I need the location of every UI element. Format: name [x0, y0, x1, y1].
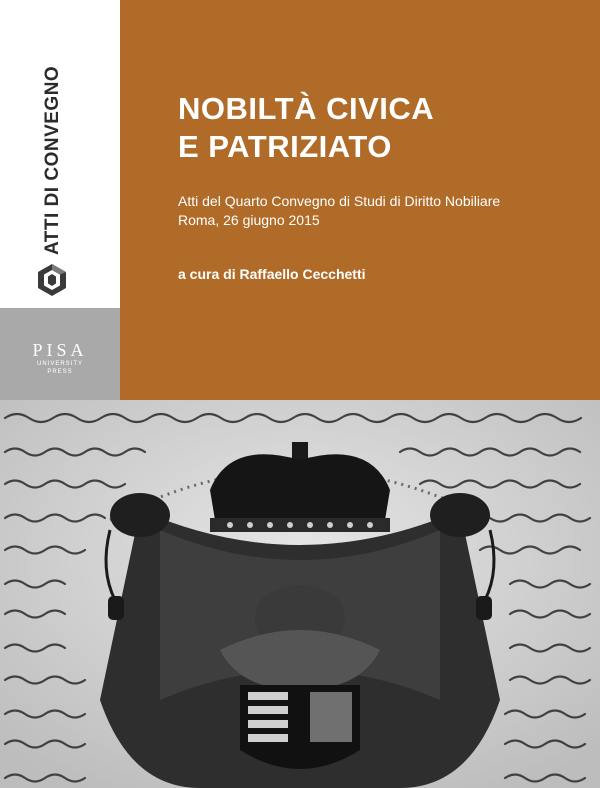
hexagon-cube-logo-icon [34, 262, 70, 298]
subtitle-line-1: Atti del Quarto Convegno di Studi di Diritto Nobiliare [178, 193, 501, 209]
subtitle-line-2: Roma, 26 giugno 2015 [178, 212, 320, 228]
title-line-1: NOBILTÀ CIVICA [178, 91, 435, 126]
book-subtitle [178, 192, 588, 230]
book-title [178, 90, 578, 166]
heraldic-crest-manuscript-image [0, 400, 600, 788]
series-label: ATTI DI CONVEGNO [42, 65, 63, 255]
publisher-name: PISA [32, 340, 88, 360]
editor-credit: a cura di Raffaello Cecchetti [178, 266, 366, 282]
publisher-sub-line2: PRESS [47, 369, 73, 375]
title-line-2: E PATRIZIATO [178, 129, 392, 164]
publisher-sub-line1: UNIVERSITY [36, 361, 83, 367]
